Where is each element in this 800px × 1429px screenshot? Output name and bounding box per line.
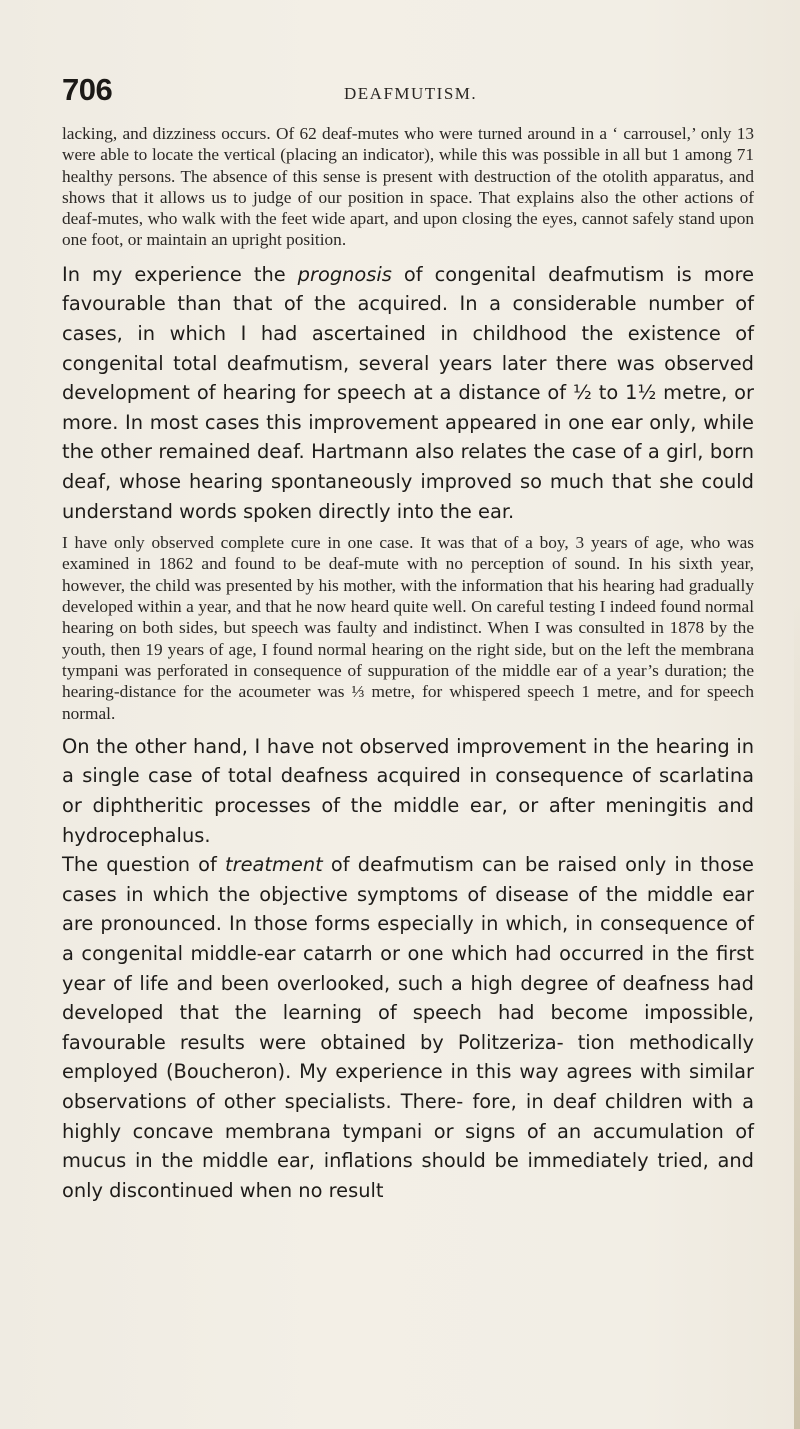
page-number: 706 [62, 72, 113, 107]
prognosis-text-start: In my experience the [62, 262, 298, 286]
prognosis-italic: prognosis [297, 262, 392, 286]
prognosis-text-rest: of congenital deafmutism is more favourable than that of the acquired. In a considerable number of cases, in which I had ascertained in childhood the existence of congenital total deafmutism, several years later there was observed development of hearing for speech at a distance of ½ to 1½ metre, or more. In most cases this improvement appeared in one ear only, while the other remained deaf. Hartmann also relates the case of a girl, born deaf, whose hearing spontaneously improved so much that she could understand words spoken directly into the ear. [62, 262, 754, 523]
paragraph-prognosis [62, 260, 754, 526]
page-edge-shading [794, 600, 800, 1429]
page-header [62, 72, 752, 112]
treatment-italic: treatment [225, 853, 323, 877]
treatment-text-start: The question of [62, 853, 226, 877]
paragraph-acquired-deafness: On the other hand, I have not observed improvement in the hearing in a single case of total deafness acquired in consequence of scarlatina or diphtheritic processes of the middle ear, or after meningitis and hydrocephalus. [62, 734, 754, 847]
running-head: DEAFMUTISM. [344, 84, 478, 103]
paragraph-case-report: I have only observed complete cure in one case. It was that of a boy, 3 years of age, who was examined in 1862 and found to be deaf-mute with no perception of sound. In his sixth year, however, the child was presented by his mother, with the information that his hearing had gradually developed within a year, and that he now heard quite well. On careful testing I indeed found normal hearing on both sides, but speech was faulty and indistinct. When I was consulted in 1878 by the youth, then 19 years of age, I found normal hearing on the right side, but on the left the membrana tympani was perforated in consequence of suppuration of the middle ear of a year’s duration; the hearing-distance for the acoumeter was ⅓ metre, for whispered speech 1 metre, and for speech normal. [62, 533, 754, 723]
body-text [62, 123, 754, 1205]
paragraph-otolith: lacking, and dizziness occurs. Of 62 deaf-mutes who were turned around in a ‘ carrousel,’ only 13 were able to locate the vertical (placing an indicator), while this was possible in all but 1 among 71 healthy persons. The absence of this sense is present with destruction of the otolith apparatus, and shows that it allows us to judge of our position in space. That explains also the other actions of deaf-mutes, who walk with the feet wide apart, and upon closing the eyes, cannot safely stand upon one foot, or maintain an upright position. [62, 124, 754, 250]
paragraph-treatment [62, 850, 754, 1205]
treatment-text-rest: of deafmutism can be raised only in those cases in which the objective symptoms of disease of the middle ear are pronounced. In those forms especially in which, in consequence of a congenital middle-ear catarrh or one which had occurred in the first year of life and been overlooked, such a high degree of deafness had developed that the learning of speech had become impossible, favourable results were obtained by Politzeriza- tion methodically employed (Boucheron). My experience in this way agrees with similar observations of other specialists. There- fore, in deaf children with a highly concave membrana tympani or signs of an accumulation of mucus in the middle ear, inflations should be immediately tried, and only discontinued when no result [62, 853, 754, 1202]
